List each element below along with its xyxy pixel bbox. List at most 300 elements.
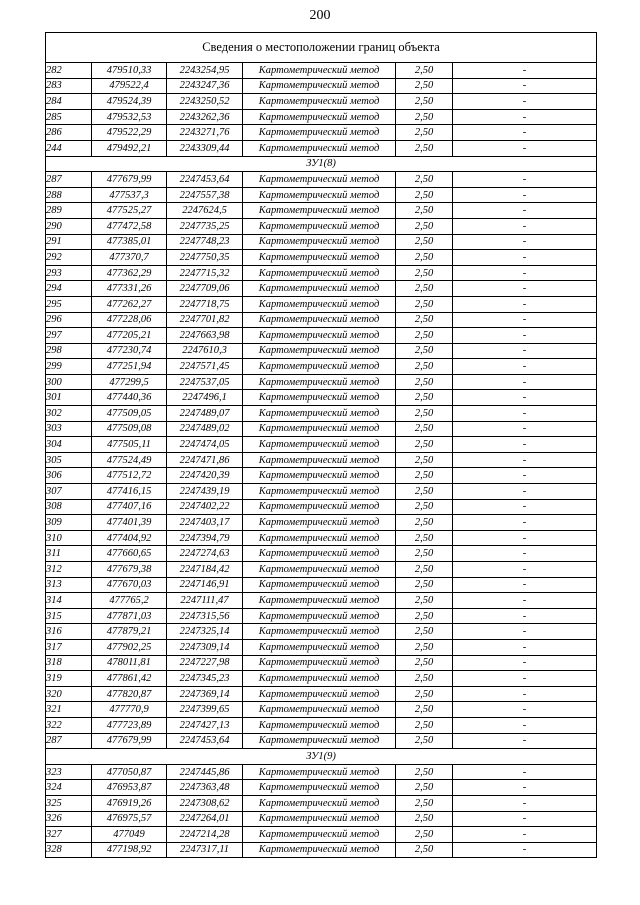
- method-cell: Картометрический метод: [243, 250, 396, 266]
- method-cell: Картометрический метод: [243, 343, 396, 359]
- point-number-cell: 289: [46, 203, 92, 219]
- table-row: [46, 109, 597, 125]
- accuracy-cell: 2,50: [396, 296, 453, 312]
- point-number-cell: 302: [46, 406, 92, 422]
- coord-x-cell: 477723,89: [92, 717, 167, 733]
- group-row: [46, 156, 597, 172]
- point-number-cell: 291: [46, 234, 92, 250]
- coord-x-cell: 477537,3: [92, 187, 167, 203]
- coord-x-cell: 477262,27: [92, 296, 167, 312]
- accuracy-cell: 2,50: [396, 218, 453, 234]
- coord-y-cell: 2247453,64: [167, 733, 243, 749]
- coord-y-cell: 2247537,05: [167, 374, 243, 390]
- point-number-cell: 301: [46, 390, 92, 406]
- table-row: [46, 608, 597, 624]
- accuracy-cell: 2,50: [396, 452, 453, 468]
- description-cell: -: [453, 265, 597, 281]
- coord-x-cell: 477049: [92, 827, 167, 843]
- method-cell: Картометрический метод: [243, 406, 396, 422]
- point-number-cell: 305: [46, 452, 92, 468]
- coord-x-cell: 476953,87: [92, 780, 167, 796]
- coord-y-cell: 2247439,19: [167, 484, 243, 500]
- method-cell: Картометрический метод: [243, 484, 396, 500]
- table-row: [46, 218, 597, 234]
- coord-y-cell: 2247369,14: [167, 686, 243, 702]
- table-row: [46, 780, 597, 796]
- coord-x-cell: 477509,05: [92, 406, 167, 422]
- table-row: [46, 312, 597, 328]
- coord-x-cell: 477660,65: [92, 546, 167, 562]
- method-cell: Картометрический метод: [243, 811, 396, 827]
- coord-x-cell: 477404,92: [92, 530, 167, 546]
- description-cell: -: [453, 281, 597, 297]
- coord-x-cell: 477902,25: [92, 639, 167, 655]
- point-number-cell: 288: [46, 187, 92, 203]
- coord-x-cell: 477370,7: [92, 250, 167, 266]
- accuracy-cell: 2,50: [396, 702, 453, 718]
- coord-x-cell: 477525,27: [92, 203, 167, 219]
- coord-y-cell: 2247309,14: [167, 639, 243, 655]
- description-cell: -: [453, 484, 597, 500]
- accuracy-cell: 2,50: [396, 63, 453, 79]
- coord-y-cell: 2243254,95: [167, 63, 243, 79]
- point-number-cell: 308: [46, 499, 92, 515]
- accuracy-cell: 2,50: [396, 733, 453, 749]
- description-cell: -: [453, 562, 597, 578]
- method-cell: Картометрический метод: [243, 63, 396, 79]
- description-cell: -: [453, 515, 597, 531]
- coord-x-cell: 477524,49: [92, 452, 167, 468]
- method-cell: Картометрический метод: [243, 795, 396, 811]
- coord-y-cell: 2247345,23: [167, 671, 243, 687]
- method-cell: Картометрический метод: [243, 78, 396, 94]
- table-row: [46, 452, 597, 468]
- coord-y-cell: 2247750,35: [167, 250, 243, 266]
- method-cell: Картометрический метод: [243, 374, 396, 390]
- point-number-cell: 284: [46, 94, 92, 110]
- description-cell: -: [453, 78, 597, 94]
- point-number-cell: 283: [46, 78, 92, 94]
- accuracy-cell: 2,50: [396, 827, 453, 843]
- accuracy-cell: 2,50: [396, 343, 453, 359]
- coord-x-cell: 477440,36: [92, 390, 167, 406]
- method-cell: Картометрический метод: [243, 827, 396, 843]
- accuracy-cell: 2,50: [396, 328, 453, 344]
- accuracy-cell: 2,50: [396, 499, 453, 515]
- point-number-cell: 326: [46, 811, 92, 827]
- table-row: [46, 624, 597, 640]
- method-cell: Картометрический метод: [243, 281, 396, 297]
- accuracy-cell: 2,50: [396, 203, 453, 219]
- table-row: [46, 639, 597, 655]
- table-row: [46, 655, 597, 671]
- description-cell: -: [453, 374, 597, 390]
- coord-y-cell: 2247184,42: [167, 562, 243, 578]
- coord-y-cell: 2247557,38: [167, 187, 243, 203]
- point-number-cell: 293: [46, 265, 92, 281]
- description-cell: -: [453, 172, 597, 188]
- table-row: [46, 234, 597, 250]
- coord-y-cell: 2247610,3: [167, 343, 243, 359]
- table-row: [46, 296, 597, 312]
- method-cell: Картометрический метод: [243, 717, 396, 733]
- method-cell: Картометрический метод: [243, 94, 396, 110]
- table-row: [46, 125, 597, 141]
- accuracy-cell: 2,50: [396, 172, 453, 188]
- coord-x-cell: 477871,03: [92, 608, 167, 624]
- table-row: [46, 530, 597, 546]
- description-cell: -: [453, 530, 597, 546]
- method-cell: Картометрический метод: [243, 390, 396, 406]
- method-cell: Картометрический метод: [243, 203, 396, 219]
- description-cell: -: [453, 390, 597, 406]
- coord-x-cell: 477050,87: [92, 764, 167, 780]
- accuracy-cell: 2,50: [396, 281, 453, 297]
- point-number-cell: 323: [46, 764, 92, 780]
- coord-y-cell: 2247402,22: [167, 499, 243, 515]
- table-row: [46, 515, 597, 531]
- description-cell: -: [453, 624, 597, 640]
- coord-y-cell: 2247489,02: [167, 421, 243, 437]
- method-cell: Картометрический метод: [243, 593, 396, 609]
- accuracy-cell: 2,50: [396, 265, 453, 281]
- table-row: [46, 94, 597, 110]
- table-row: [46, 328, 597, 344]
- accuracy-cell: 2,50: [396, 780, 453, 796]
- coord-x-cell: 479522,4: [92, 78, 167, 94]
- coord-y-cell: 2247111,47: [167, 593, 243, 609]
- description-cell: -: [453, 452, 597, 468]
- coord-y-cell: 2247308,62: [167, 795, 243, 811]
- point-number-cell: 299: [46, 359, 92, 375]
- method-cell: Картометрический метод: [243, 187, 396, 203]
- point-number-cell: 304: [46, 437, 92, 453]
- point-number-cell: 297: [46, 328, 92, 344]
- coord-y-cell: 2247571,45: [167, 359, 243, 375]
- coord-y-cell: 2243247,36: [167, 78, 243, 94]
- point-number-cell: 300: [46, 374, 92, 390]
- accuracy-cell: 2,50: [396, 125, 453, 141]
- coord-y-cell: 2243271,76: [167, 125, 243, 141]
- coord-y-cell: 2247735,25: [167, 218, 243, 234]
- method-cell: Картометрический метод: [243, 234, 396, 250]
- coord-x-cell: 477505,11: [92, 437, 167, 453]
- accuracy-cell: 2,50: [396, 78, 453, 94]
- method-cell: Картометрический метод: [243, 764, 396, 780]
- description-cell: -: [453, 671, 597, 687]
- coord-x-cell: 478011,81: [92, 655, 167, 671]
- description-cell: -: [453, 795, 597, 811]
- point-number-cell: 285: [46, 109, 92, 125]
- table-row: [46, 577, 597, 593]
- coord-x-cell: 477251,94: [92, 359, 167, 375]
- table-row: [46, 546, 597, 562]
- coord-x-cell: 477407,16: [92, 499, 167, 515]
- point-number-cell: 296: [46, 312, 92, 328]
- accuracy-cell: 2,50: [396, 530, 453, 546]
- method-cell: Картометрический метод: [243, 437, 396, 453]
- coord-y-cell: 2247403,17: [167, 515, 243, 531]
- point-number-cell: 312: [46, 562, 92, 578]
- description-cell: -: [453, 499, 597, 515]
- method-cell: Картометрический метод: [243, 577, 396, 593]
- accuracy-cell: 2,50: [396, 717, 453, 733]
- point-number-cell: 295: [46, 296, 92, 312]
- coord-x-cell: 477362,29: [92, 265, 167, 281]
- accuracy-cell: 2,50: [396, 94, 453, 110]
- point-number-cell: 292: [46, 250, 92, 266]
- coord-y-cell: 2247663,98: [167, 328, 243, 344]
- description-cell: -: [453, 702, 597, 718]
- group-label: ЗУ1(8): [46, 156, 597, 172]
- table-row: [46, 468, 597, 484]
- point-number-cell: 303: [46, 421, 92, 437]
- point-number-cell: 319: [46, 671, 92, 687]
- coord-x-cell: 477679,99: [92, 733, 167, 749]
- point-number-cell: 244: [46, 140, 92, 156]
- point-number-cell: 306: [46, 468, 92, 484]
- coord-y-cell: 2247420,39: [167, 468, 243, 484]
- method-cell: Картометрический метод: [243, 296, 396, 312]
- accuracy-cell: 2,50: [396, 374, 453, 390]
- method-cell: Картометрический метод: [243, 515, 396, 531]
- description-cell: -: [453, 811, 597, 827]
- coord-y-cell: 2247624,5: [167, 203, 243, 219]
- method-cell: Картометрический метод: [243, 530, 396, 546]
- accuracy-cell: 2,50: [396, 639, 453, 655]
- accuracy-cell: 2,50: [396, 406, 453, 422]
- point-number-cell: 327: [46, 827, 92, 843]
- table-row: [46, 187, 597, 203]
- method-cell: Картометрический метод: [243, 655, 396, 671]
- accuracy-cell: 2,50: [396, 515, 453, 531]
- point-number-cell: 307: [46, 484, 92, 500]
- coord-x-cell: 477879,21: [92, 624, 167, 640]
- point-number-cell: 311: [46, 546, 92, 562]
- table-row: [46, 764, 597, 780]
- method-cell: Картометрический метод: [243, 671, 396, 687]
- description-cell: -: [453, 827, 597, 843]
- point-number-cell: 287: [46, 172, 92, 188]
- accuracy-cell: 2,50: [396, 421, 453, 437]
- description-cell: -: [453, 655, 597, 671]
- description-cell: -: [453, 218, 597, 234]
- coord-y-cell: 2247264,01: [167, 811, 243, 827]
- coord-x-cell: 479524,39: [92, 94, 167, 110]
- coord-y-cell: 2247399,65: [167, 702, 243, 718]
- method-cell: Картометрический метод: [243, 639, 396, 655]
- coord-y-cell: 2247715,32: [167, 265, 243, 281]
- accuracy-cell: 2,50: [396, 234, 453, 250]
- coord-y-cell: 2247474,05: [167, 437, 243, 453]
- coord-x-cell: 477198,92: [92, 842, 167, 858]
- description-cell: -: [453, 125, 597, 141]
- coord-x-cell: 477331,26: [92, 281, 167, 297]
- group-label: ЗУ1(9): [46, 749, 597, 765]
- accuracy-cell: 2,50: [396, 546, 453, 562]
- accuracy-cell: 2,50: [396, 484, 453, 500]
- description-cell: -: [453, 63, 597, 79]
- point-number-cell: 309: [46, 515, 92, 531]
- table-row: [46, 811, 597, 827]
- table-title: Сведения о местоположении границ объекта: [46, 33, 597, 63]
- method-cell: Картометрический метод: [243, 265, 396, 281]
- point-number-cell: 298: [46, 343, 92, 359]
- coord-y-cell: 2247274,63: [167, 546, 243, 562]
- coord-x-cell: 477679,99: [92, 172, 167, 188]
- table-row: [46, 842, 597, 858]
- description-cell: -: [453, 203, 597, 219]
- table-row: [46, 63, 597, 79]
- point-number-cell: 294: [46, 281, 92, 297]
- point-number-cell: 316: [46, 624, 92, 640]
- point-number-cell: 320: [46, 686, 92, 702]
- coord-x-cell: 479510,33: [92, 63, 167, 79]
- description-cell: -: [453, 546, 597, 562]
- coord-y-cell: 2247709,06: [167, 281, 243, 297]
- method-cell: Картометрический метод: [243, 780, 396, 796]
- description-cell: -: [453, 296, 597, 312]
- accuracy-cell: 2,50: [396, 671, 453, 687]
- method-cell: Картометрический метод: [243, 702, 396, 718]
- table-header-row: [46, 33, 597, 63]
- method-cell: Картометрический метод: [243, 733, 396, 749]
- accuracy-cell: 2,50: [396, 187, 453, 203]
- table-row: [46, 250, 597, 266]
- point-number-cell: 282: [46, 63, 92, 79]
- table-row: [46, 827, 597, 843]
- description-cell: -: [453, 328, 597, 344]
- coord-y-cell: 2247496,1: [167, 390, 243, 406]
- accuracy-cell: 2,50: [396, 764, 453, 780]
- accuracy-cell: 2,50: [396, 468, 453, 484]
- table-row: [46, 140, 597, 156]
- method-cell: Картометрический метод: [243, 109, 396, 125]
- coord-x-cell: 477230,74: [92, 343, 167, 359]
- accuracy-cell: 2,50: [396, 359, 453, 375]
- table-body: [46, 63, 597, 858]
- description-cell: -: [453, 437, 597, 453]
- point-number-cell: 317: [46, 639, 92, 655]
- coord-x-cell: 477679,38: [92, 562, 167, 578]
- point-number-cell: 286: [46, 125, 92, 141]
- page-number: 200: [309, 8, 331, 23]
- description-cell: -: [453, 94, 597, 110]
- description-cell: -: [453, 733, 597, 749]
- method-cell: Картометрический метод: [243, 842, 396, 858]
- point-number-cell: 313: [46, 577, 92, 593]
- description-cell: -: [453, 717, 597, 733]
- table-row: [46, 265, 597, 281]
- group-row: [46, 749, 597, 765]
- description-cell: -: [453, 421, 597, 437]
- description-cell: -: [453, 406, 597, 422]
- description-cell: -: [453, 359, 597, 375]
- coord-x-cell: 477416,15: [92, 484, 167, 500]
- coord-y-cell: 2247363,48: [167, 780, 243, 796]
- point-number-cell: 315: [46, 608, 92, 624]
- coord-y-cell: 2247394,79: [167, 530, 243, 546]
- table-row: [46, 374, 597, 390]
- coord-x-cell: 477472,58: [92, 218, 167, 234]
- coord-y-cell: 2247701,82: [167, 312, 243, 328]
- method-cell: Картометрический метод: [243, 562, 396, 578]
- accuracy-cell: 2,50: [396, 390, 453, 406]
- description-cell: -: [453, 109, 597, 125]
- method-cell: Картометрический метод: [243, 125, 396, 141]
- method-cell: Картометрический метод: [243, 546, 396, 562]
- accuracy-cell: 2,50: [396, 437, 453, 453]
- point-number-cell: 290: [46, 218, 92, 234]
- accuracy-cell: 2,50: [396, 593, 453, 609]
- method-cell: Картометрический метод: [243, 359, 396, 375]
- accuracy-cell: 2,50: [396, 562, 453, 578]
- accuracy-cell: 2,50: [396, 795, 453, 811]
- point-number-cell: 324: [46, 780, 92, 796]
- coord-x-cell: 479532,53: [92, 109, 167, 125]
- coord-x-cell: 479492,21: [92, 140, 167, 156]
- coord-y-cell: 2243250,52: [167, 94, 243, 110]
- coord-x-cell: 477820,87: [92, 686, 167, 702]
- description-cell: -: [453, 468, 597, 484]
- coord-y-cell: 2247227,98: [167, 655, 243, 671]
- table-row: [46, 593, 597, 609]
- accuracy-cell: 2,50: [396, 577, 453, 593]
- accuracy-cell: 2,50: [396, 811, 453, 827]
- description-cell: -: [453, 686, 597, 702]
- point-number-cell: 314: [46, 593, 92, 609]
- coord-y-cell: 2247315,56: [167, 608, 243, 624]
- description-cell: -: [453, 593, 597, 609]
- boundary-table: [45, 32, 597, 858]
- table-row: [46, 406, 597, 422]
- coord-y-cell: 2247214,28: [167, 827, 243, 843]
- coord-y-cell: 2247325,14: [167, 624, 243, 640]
- coord-x-cell: 477765,2: [92, 593, 167, 609]
- accuracy-cell: 2,50: [396, 250, 453, 266]
- method-cell: Картометрический метод: [243, 328, 396, 344]
- coord-y-cell: 2247748,23: [167, 234, 243, 250]
- coord-y-cell: 2247317,11: [167, 842, 243, 858]
- coord-x-cell: 477205,21: [92, 328, 167, 344]
- coord-x-cell: 477509,08: [92, 421, 167, 437]
- coord-x-cell: 477670,03: [92, 577, 167, 593]
- coord-y-cell: 2247146,91: [167, 577, 243, 593]
- coord-x-cell: 477228,06: [92, 312, 167, 328]
- description-cell: -: [453, 842, 597, 858]
- point-number-cell: 328: [46, 842, 92, 858]
- accuracy-cell: 2,50: [396, 624, 453, 640]
- coord-x-cell: 479522,29: [92, 125, 167, 141]
- method-cell: Картометрический метод: [243, 172, 396, 188]
- table-row: [46, 702, 597, 718]
- method-cell: Картометрический метод: [243, 452, 396, 468]
- method-cell: Картометрический метод: [243, 312, 396, 328]
- table-row: [46, 343, 597, 359]
- point-number-cell: 322: [46, 717, 92, 733]
- accuracy-cell: 2,50: [396, 109, 453, 125]
- point-number-cell: 318: [46, 655, 92, 671]
- coord-y-cell: 2243309,44: [167, 140, 243, 156]
- table-row: [46, 437, 597, 453]
- description-cell: -: [453, 764, 597, 780]
- accuracy-cell: 2,50: [396, 312, 453, 328]
- coord-x-cell: 477299,5: [92, 374, 167, 390]
- description-cell: -: [453, 140, 597, 156]
- description-cell: -: [453, 780, 597, 796]
- table-row: [46, 484, 597, 500]
- coord-x-cell: 477401,39: [92, 515, 167, 531]
